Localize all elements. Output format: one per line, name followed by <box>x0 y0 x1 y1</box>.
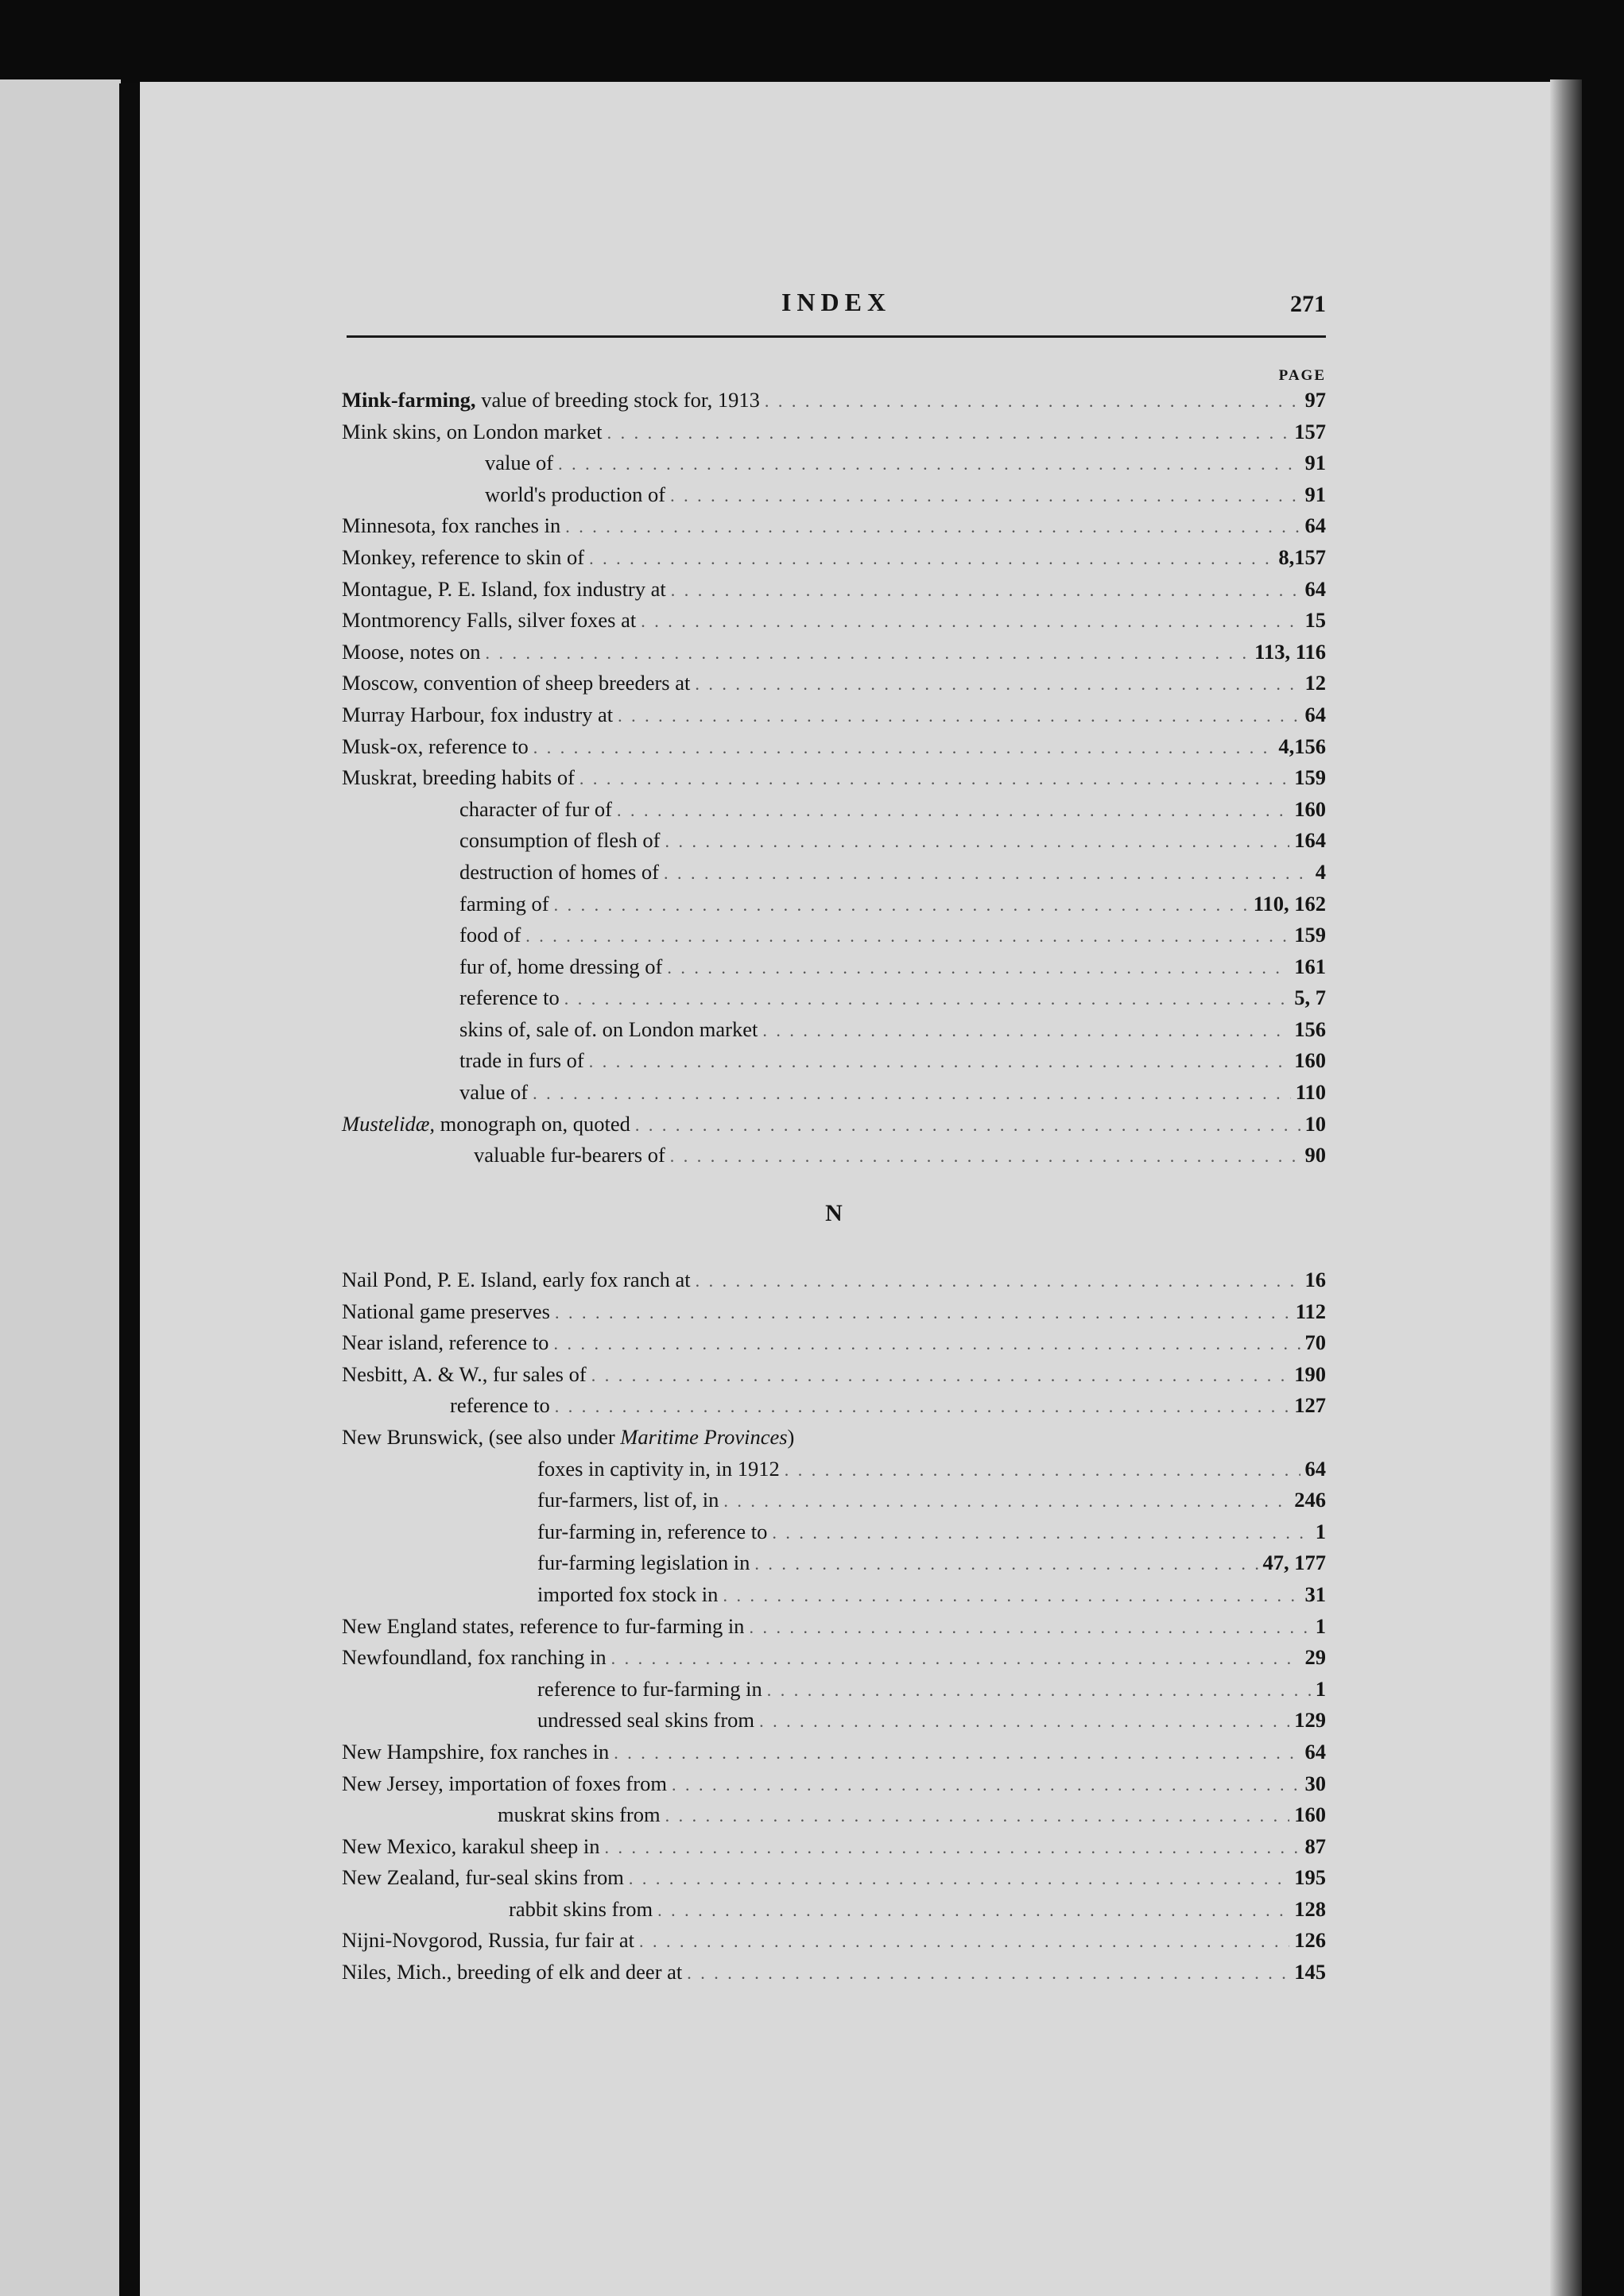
index-entry <box>342 1737 1326 1768</box>
dot-leader <box>617 795 1289 827</box>
index-entry-page: 1 <box>1315 1519 1326 1543</box>
index-entry-label: Murray Harbour, fox industry at <box>342 702 614 726</box>
index-entry-label: Niles, Mich., breeding of elk and deer at <box>342 1960 683 1984</box>
index-entry-label: New Mexico, karakul sheep in <box>342 1833 600 1858</box>
index-entry-label: Nail Pond, P. E. Island, early fox ranch at <box>342 1268 691 1291</box>
index-entry-page: 246 <box>1294 1488 1326 1512</box>
index-entry <box>342 1359 1326 1391</box>
index-entry <box>342 668 1326 699</box>
index-entry <box>342 574 1326 606</box>
index-entry-label: Muskrat, breeding habits of <box>342 765 575 790</box>
dot-leader <box>564 983 1289 1015</box>
index-entry <box>342 1014 1326 1046</box>
index-entry-page: 64 <box>1304 702 1326 726</box>
index-entry <box>342 510 1326 542</box>
index-entry <box>342 385 1326 416</box>
index-entry <box>342 1611 1326 1643</box>
index-entry-page: 113, 116 <box>1254 639 1326 664</box>
dot-leader <box>533 732 1274 764</box>
dot-leader <box>589 1046 1290 1078</box>
dot-leader <box>759 1706 1289 1737</box>
dot-leader <box>695 668 1300 700</box>
index-entry-label: Mustelidæ, monograph on, quoted <box>342 1111 630 1136</box>
index-entry-page: 64 <box>1304 513 1326 538</box>
index-entry-label: Near island, reference to <box>342 1330 549 1355</box>
dot-leader <box>607 417 1290 449</box>
dot-leader <box>657 1895 1289 1926</box>
dot-leader <box>767 1675 1311 1706</box>
index-entry-page: 64 <box>1304 576 1326 601</box>
index-entry-page: 4,156 <box>1278 734 1326 758</box>
page-number: 271 <box>1290 291 1326 317</box>
index-entry-label: Montmorency Falls, silver foxes at <box>342 608 637 633</box>
index-entry-page: 160 <box>1294 796 1326 821</box>
dot-leader <box>618 700 1300 732</box>
index-entry-page: 30 <box>1304 1771 1326 1795</box>
index-entry-page: 29 <box>1304 1645 1326 1670</box>
dot-leader <box>555 1391 1289 1423</box>
dot-leader <box>765 385 1300 417</box>
index-entry <box>342 1768 1326 1800</box>
index-entry-label: muskrat skins from <box>498 1802 661 1827</box>
index-entry-label: foxes in captivity in, in 1912 <box>537 1456 780 1481</box>
index-entry <box>342 1547 1326 1579</box>
index-entry-page: 145 <box>1294 1960 1326 1984</box>
index-entry <box>342 1422 1326 1454</box>
dot-leader <box>754 1548 1258 1580</box>
dot-leader <box>670 480 1300 512</box>
index-entry-page: 91 <box>1304 451 1326 475</box>
index-entry-label: Monkey, reference to skin of <box>342 544 585 569</box>
index-entry-page: 127 <box>1294 1393 1326 1418</box>
dot-leader <box>605 1832 1300 1864</box>
dot-leader <box>591 1360 1290 1392</box>
index-entry-page: 5, 7 <box>1294 985 1326 1010</box>
dot-leader <box>687 1957 1289 1989</box>
index-entry <box>342 416 1326 448</box>
index-entry-page: 164 <box>1294 828 1326 853</box>
index-entry-page: 97 <box>1304 388 1326 412</box>
dot-leader <box>665 1800 1290 1832</box>
dot-leader <box>558 448 1300 480</box>
index-entry-page: 15 <box>1304 608 1326 633</box>
index-entry-label: fur-farming legislation in <box>537 1551 750 1575</box>
dot-leader <box>672 1769 1300 1801</box>
index-entry-page: 1 <box>1315 1613 1326 1638</box>
index-entry-label: New England states, reference to fur-farming in <box>342 1613 745 1638</box>
dot-leader <box>635 1109 1300 1141</box>
index-entry-page: 16 <box>1304 1268 1326 1291</box>
letter-heading-n: N <box>825 1200 843 1226</box>
index-entry <box>342 1579 1326 1611</box>
index-entry <box>342 982 1326 1014</box>
index-entry <box>342 920 1326 951</box>
index-entry <box>342 857 1326 889</box>
dot-leader <box>555 1297 1291 1329</box>
index-entry-label: Moscow, convention of sheep breeders at <box>342 671 691 695</box>
index-entry <box>342 951 1326 983</box>
index-entry-label: fur-farmers, list of, in <box>537 1488 719 1512</box>
index-entry-label: Nesbitt, A. & W., fur sales of <box>342 1361 587 1386</box>
index-entry-page: 10 <box>1304 1111 1326 1136</box>
index-entry-label: undressed seal skins from <box>537 1708 755 1733</box>
index-entry-label: consumption of flesh of <box>459 828 661 853</box>
index-entry <box>342 1327 1326 1359</box>
index-entry-label: imported fox stock in <box>537 1582 719 1606</box>
index-entry-page: 70 <box>1304 1330 1326 1355</box>
dot-leader <box>614 1737 1300 1769</box>
index-entry <box>342 542 1326 574</box>
index-entry <box>342 1925 1326 1957</box>
running-header <box>347 288 1326 340</box>
dot-leader <box>667 952 1289 984</box>
page-edge-shadow <box>1550 79 1582 2296</box>
index-entry-label: Moose, notes on <box>342 639 481 664</box>
index-entry <box>342 762 1326 794</box>
dot-leader <box>723 1485 1289 1517</box>
index-entry <box>342 1862 1326 1894</box>
dot-leader <box>485 637 1250 669</box>
index-entry-label: reference to fur-farming in <box>537 1676 762 1701</box>
header-rule <box>347 335 1326 338</box>
index-entry-label: skins of, sale of. on London market <box>459 1016 758 1041</box>
index-entry-page: 112 <box>1295 1299 1326 1323</box>
index-entry <box>342 637 1326 668</box>
dot-leader <box>611 1643 1300 1675</box>
index-entry-page: 47, 177 <box>1262 1551 1326 1575</box>
index-entry <box>342 794 1326 826</box>
index-entry-page: 157 <box>1294 419 1326 443</box>
index-entry-label: reference to <box>450 1393 550 1418</box>
dot-leader <box>670 1140 1300 1172</box>
index-entry-page: 156 <box>1294 1016 1326 1041</box>
index-entry <box>342 1674 1326 1706</box>
index-entry-page: 160 <box>1294 1802 1326 1827</box>
index-entry-label: National game preserves <box>342 1299 550 1323</box>
index-section-m <box>342 385 1326 1171</box>
index-entry-label: fur-farming in, reference to <box>537 1519 768 1543</box>
index-entry-label: food of <box>459 923 521 947</box>
index-entry-label: Montague, P. E. Island, fox industry at <box>342 576 666 601</box>
index-entry-page: 159 <box>1294 923 1326 947</box>
dot-leader <box>665 826 1289 858</box>
index-entry-page: 128 <box>1294 1896 1326 1921</box>
index-entry-label: rabbit skins from <box>509 1896 653 1921</box>
index-section-n <box>342 1264 1326 1988</box>
index-entry-label: farming of <box>459 891 549 916</box>
index-entry <box>342 699 1326 731</box>
index-entry-label: Musk-ox, reference to <box>342 734 529 758</box>
dot-leader <box>671 575 1300 606</box>
index-entry-page: 161 <box>1294 954 1326 978</box>
index-entry-label: New Zealand, fur-seal skins from <box>342 1865 624 1890</box>
index-entry-page: 1 <box>1315 1676 1326 1701</box>
dot-leader <box>579 763 1289 795</box>
index-entry <box>342 889 1326 920</box>
index-entry <box>342 1831 1326 1863</box>
dot-leader <box>772 1517 1310 1549</box>
dot-leader <box>589 543 1273 575</box>
index-entry-label: valuable fur-bearers of <box>474 1143 665 1167</box>
index-entry-label: New Brunswick, (see also under Maritime Provinces) <box>342 1424 795 1449</box>
index-entry-label: character of fur of <box>459 796 612 821</box>
index-entry <box>342 605 1326 637</box>
index-entry <box>342 1264 1326 1296</box>
index-entry-page: 195 <box>1294 1865 1326 1890</box>
index-entry-page: 87 <box>1304 1833 1326 1858</box>
facing-page-edge <box>0 79 121 2296</box>
index-entry-page: 90 <box>1304 1143 1326 1167</box>
dot-leader <box>565 511 1300 543</box>
index-entry-page: 91 <box>1304 482 1326 506</box>
dot-leader <box>664 858 1311 889</box>
dot-leader <box>533 1078 1291 1109</box>
index-entry-label: Newfoundland, fox ranching in <box>342 1645 607 1670</box>
index-entry-page: 12 <box>1304 671 1326 695</box>
index-entry-page: 8,157 <box>1278 544 1326 569</box>
index-entry-label: value of <box>459 1080 529 1105</box>
index-entry-label: fur of, home dressing of <box>459 954 663 978</box>
index-entry <box>342 1109 1326 1140</box>
index-entry-page: 64 <box>1304 1739 1326 1764</box>
index-entry-label: reference to <box>459 985 560 1010</box>
dot-leader <box>749 1612 1310 1644</box>
index-entry <box>342 1642 1326 1674</box>
page-column-label: PAGE <box>1278 367 1326 384</box>
index-entry <box>342 479 1326 511</box>
index-entry-page: 160 <box>1294 1048 1326 1073</box>
dot-leader <box>762 1015 1289 1047</box>
index-entry <box>342 1077 1326 1109</box>
dot-leader <box>641 606 1300 637</box>
index-entry <box>342 1705 1326 1737</box>
dot-leader <box>696 1265 1300 1297</box>
dot-leader <box>639 1926 1289 1957</box>
index-entry-page: 126 <box>1294 1928 1326 1953</box>
index-entry-page: 159 <box>1294 765 1326 790</box>
index-entry-label: Minnesota, fox ranches in <box>342 513 561 538</box>
index-entry-page: 190 <box>1294 1361 1326 1386</box>
index-entry <box>342 1390 1326 1422</box>
index-entry <box>342 1799 1326 1831</box>
index-entry <box>342 1045 1326 1077</box>
index-entry-label: New Hampshire, fox ranches in <box>342 1739 610 1764</box>
index-entry-page: 129 <box>1294 1708 1326 1733</box>
book-spine-shadow <box>119 83 141 2296</box>
index-entry-label: trade in furs of <box>459 1048 584 1073</box>
dot-leader <box>629 1863 1289 1895</box>
index-entry-label: Nijni-Novgorod, Russia, fur fair at <box>342 1928 634 1953</box>
dot-leader <box>525 920 1289 952</box>
index-entry <box>342 825 1326 857</box>
index-entry <box>342 1894 1326 1926</box>
index-entry-label: Mink skins, on London market <box>342 419 603 443</box>
index-entry <box>342 1296 1326 1328</box>
index-entry <box>342 1516 1326 1548</box>
index-entry <box>342 1957 1326 1988</box>
dot-leader <box>553 1328 1300 1360</box>
index-entry <box>342 1454 1326 1485</box>
dot-leader <box>723 1580 1300 1612</box>
index-entry <box>342 1140 1326 1171</box>
index-entry-label: destruction of homes of <box>459 859 659 884</box>
index-entry-label: value of <box>485 451 554 475</box>
dot-leader <box>785 1454 1300 1486</box>
index-entry <box>342 447 1326 479</box>
index-entry-page: 64 <box>1304 1456 1326 1481</box>
index-entry-page: 31 <box>1304 1582 1326 1606</box>
index-entry-label: New Jersey, importation of foxes from <box>342 1771 667 1795</box>
index-entry-page: 110 <box>1295 1080 1326 1105</box>
index-entry <box>342 1485 1326 1516</box>
index-entry-label: Mink-farming, value of breeding stock for, 1913 <box>342 388 760 412</box>
header-title: INDEX <box>781 288 892 316</box>
index-entry <box>342 731 1326 763</box>
index-entry-label: world's production of <box>485 482 666 506</box>
index-entry-page: 4 <box>1315 859 1326 884</box>
dot-leader <box>554 889 1249 921</box>
index-entry-page: 110, 162 <box>1253 891 1326 916</box>
